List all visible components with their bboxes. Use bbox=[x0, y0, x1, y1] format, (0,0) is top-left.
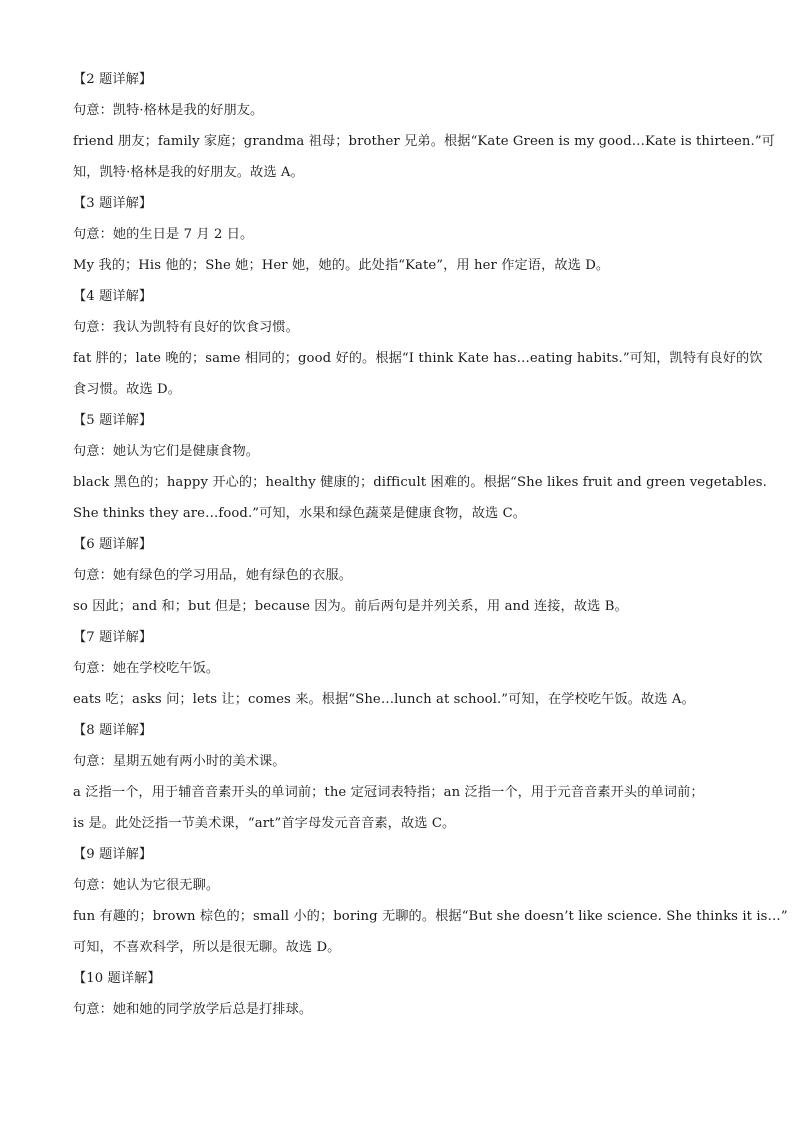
explanation-q2-line2: 知，凯特·格林是我的好朋友。故选 A。 bbox=[73, 165, 304, 180]
section-heading-q6: 【6 题详解】 bbox=[73, 537, 153, 552]
sentence-meaning-q10: 句意：她和她的同学放学后总是打排球。 bbox=[73, 1002, 313, 1017]
sentence-meaning-q5: 句意：她认为它们是健康食物。 bbox=[73, 444, 260, 459]
explanation-q6-line1: so 因此；and 和；but 但是；because 因为。前后两句是并列关系，用 and 连接，故选 B。 bbox=[73, 599, 628, 614]
explanation-q4-line1: fat 胖的；late 晚的；same 相同的；good 好的。根据“I think Kate has…eating habits.”可知，凯特有良好的饮 bbox=[73, 351, 763, 366]
section-heading-q2: 【2 题详解】 bbox=[73, 72, 153, 87]
explanation-q8-line2: is 是。此处泛指一节美术课，“art”首字母发元音音素，故选 C。 bbox=[73, 816, 456, 831]
section-heading-q7: 【7 题详解】 bbox=[73, 630, 153, 645]
explanation-q8-line1: a 泛指一个，用于辅音音素开头的单词前；the 定冠词表特指；an 泛指一个，用于元音音素开头的单词前； bbox=[73, 785, 704, 800]
explanation-q5-line1: black 黑色的；happy 开心的；healthy 健康的；difficult 困难的。根据“She likes fruit and green vegetables. bbox=[73, 475, 767, 490]
sentence-meaning-q6: 句意：她有绿色的学习用品，她有绿色的衣服。 bbox=[73, 568, 353, 583]
sentence-meaning-q3: 句意：她的生日是 7 月 2 日。 bbox=[73, 227, 254, 242]
explanation-q4-line2: 食习惯。故选 D。 bbox=[73, 382, 181, 397]
explanation-q7-line1: eats 吃；asks 问；lets 让；comes 来。根据“She…lunch at school.”可知，在学校吃午饭。故选 A。 bbox=[73, 692, 695, 707]
explanation-q3-line1: My 我的；His 他的；She 她；Her 她，她的。此处指“Kate”，用 her 作定语，故选 D。 bbox=[73, 258, 610, 273]
explanation-q9-line1: fun 有趣的；brown 棕色的；small 小的；boring 无聊的。根据“But she doesn’t like science. She thinks it is…” bbox=[73, 909, 788, 924]
explanation-q9-line2: 可知，不喜欢科学，所以是很无聊。故选 D。 bbox=[73, 940, 341, 955]
section-heading-q3: 【3 题详解】 bbox=[73, 196, 153, 211]
section-heading-q5: 【5 题详解】 bbox=[73, 413, 153, 428]
explanation-q5-line2: She thinks they are…food.”可知，水果和绿色蔬菜是健康食物，故选 C。 bbox=[73, 506, 527, 521]
sentence-meaning-q7: 句意：她在学校吃午饭。 bbox=[73, 661, 220, 676]
answer-explanations bbox=[73, 64, 788, 1025]
explanation-q2-line1: friend 朋友；family 家庭；grandma 祖母；brother 兄弟。根据“Kate Green is my good…Kate is thirteen.”可 bbox=[73, 134, 775, 149]
sentence-meaning-q4: 句意：我认为凯特有良好的饮食习惯。 bbox=[73, 320, 299, 335]
section-heading-q9: 【9 题详解】 bbox=[73, 847, 153, 862]
section-heading-q4: 【4 题详解】 bbox=[73, 289, 153, 304]
sentence-meaning-q2: 句意：凯特·格林是我的好朋友。 bbox=[73, 103, 264, 118]
sentence-meaning-q9: 句意：她认为它很无聊。 bbox=[73, 878, 220, 893]
sentence-meaning-q8: 句意：星期五她有两小时的美术课。 bbox=[73, 754, 286, 769]
section-heading-q10: 【10 题详解】 bbox=[73, 971, 161, 986]
section-heading-q8: 【8 题详解】 bbox=[73, 723, 153, 738]
